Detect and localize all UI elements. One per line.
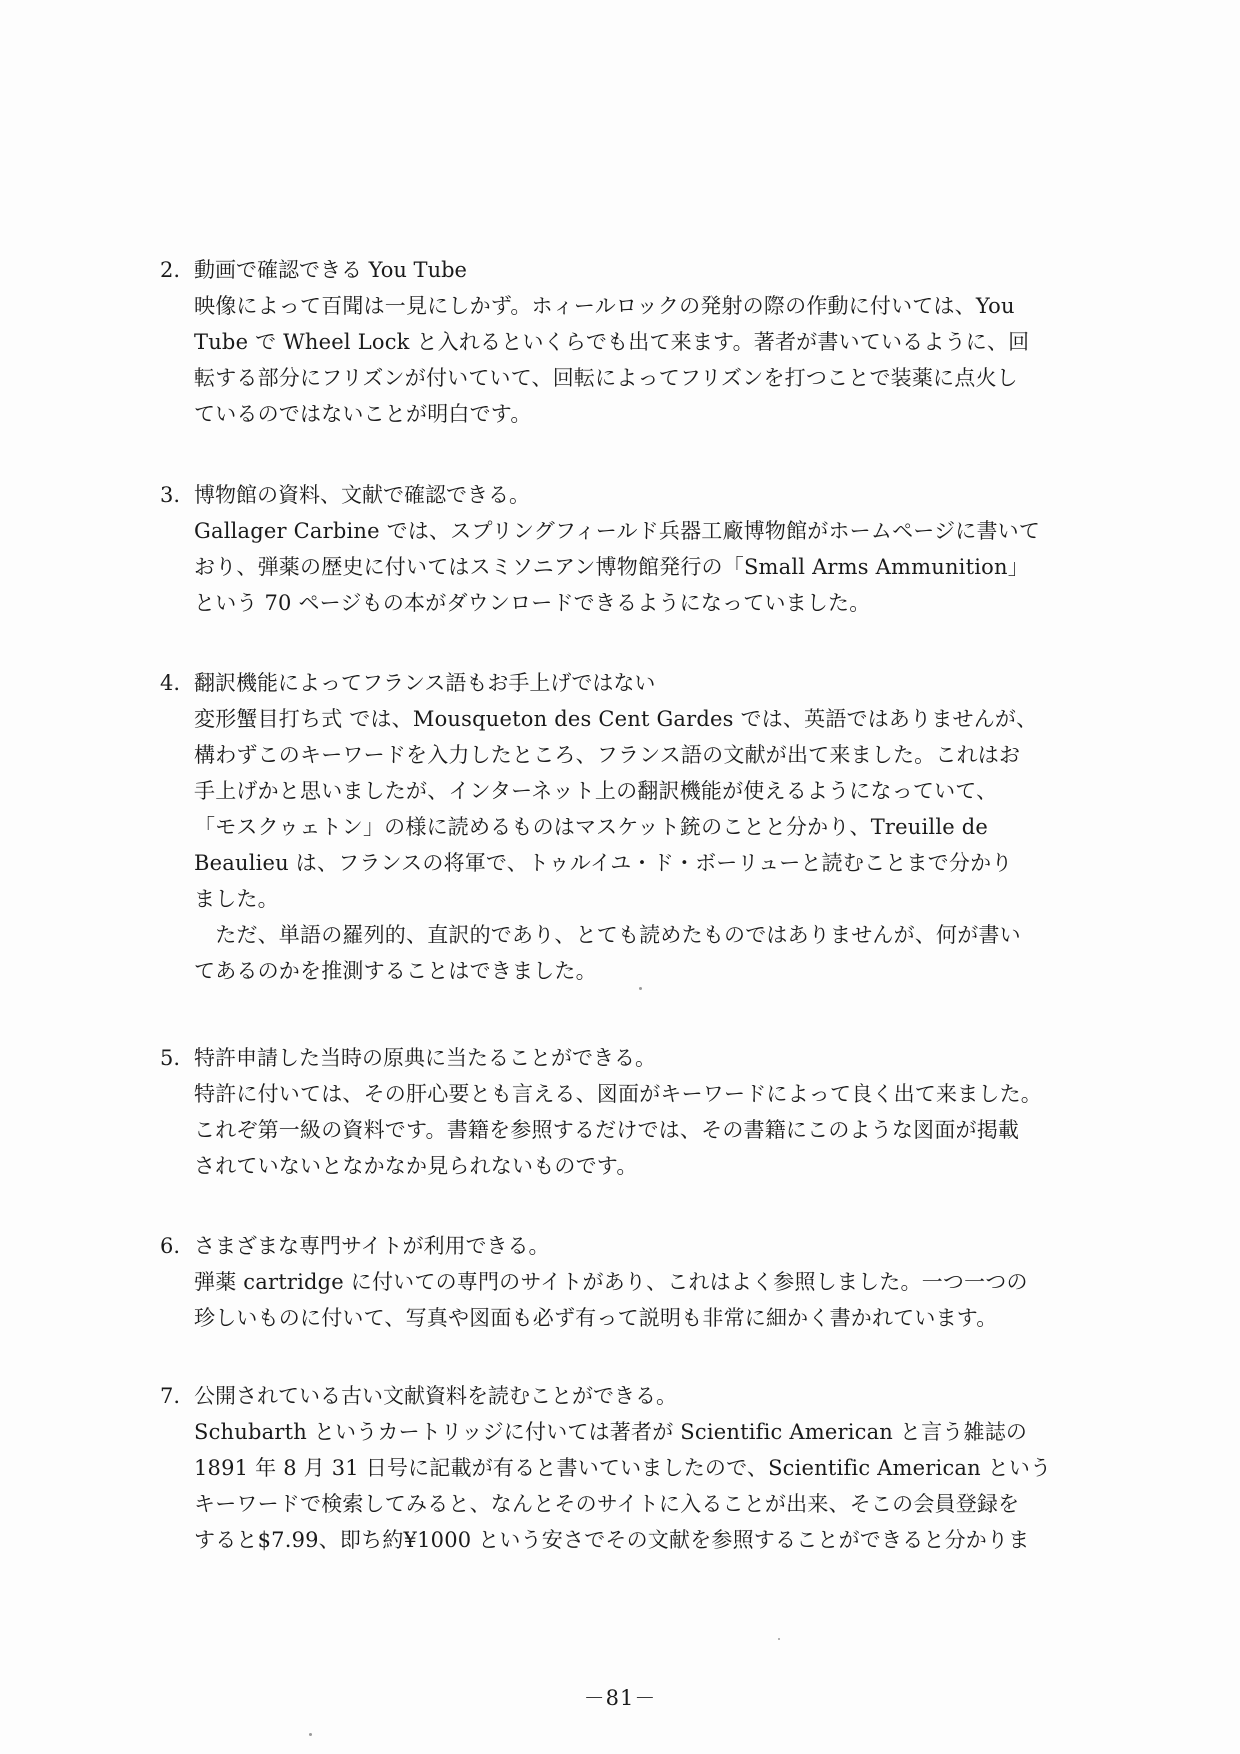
section-6	[160, 1228, 1065, 1336]
body-line: おり、弾薬の歴史に付いてはスミソニアン博物館発行の「Small Arms Ammunition」	[194, 555, 1029, 579]
section-body	[194, 1414, 1065, 1558]
scan-speck	[778, 1638, 780, 1640]
page-number: －81－	[583, 1686, 657, 1710]
section-title: さまざまな専門サイトが利用できる。	[194, 1234, 550, 1258]
body-line: これぞ第一級の資料です。書籍を参照するだけでは、その書籍にこのような図面が掲載	[194, 1118, 1020, 1142]
section-heading	[160, 665, 1065, 701]
section-number: 6.	[160, 1234, 181, 1258]
body-line: てあるのかを推測することはできました。	[194, 959, 597, 983]
section-heading	[160, 252, 1065, 288]
body-line: ただ、単語の羅列的、直訳的であり、とても読めたものではありませんが、何が書い	[194, 923, 1021, 947]
body-line: 珍しいものに付いて、写真や図面も必ず有って説明も非常に細かく書かれています。	[194, 1306, 998, 1330]
section-number: 5.	[160, 1046, 181, 1070]
section-heading	[160, 1040, 1065, 1076]
section-number: 7.	[160, 1384, 181, 1408]
body-line: 転する部分にフリズンが付いていて、回転によってフリズンを打つことで装薬に点火し	[194, 366, 1018, 390]
body-line: ているのではないことが明白です。	[194, 402, 532, 426]
body-line: 構わずこのキーワードを入力したところ、フランス語の文献が出て来ました。これはお	[194, 743, 1021, 767]
body-line: 1891 年 8 月 31 日号に記載が有ると書いていましたので、Scientific American という	[194, 1456, 1052, 1480]
section-body	[194, 1264, 1065, 1336]
section-body	[194, 701, 1065, 989]
body-line: すると$7.99、即ち約¥1000 という安さでその文献を参照することができると分かりま	[194, 1528, 1030, 1552]
body-line: 変形蟹目打ち式 では、Mousqueton des Cent Gardes では、英語ではありませんが、	[194, 707, 1038, 731]
section-body	[194, 513, 1065, 621]
section-4	[160, 665, 1065, 989]
body-line: キーワードで検索してみると、なんとそのサイトに入ることが出来、そこの会員登録を	[194, 1492, 1020, 1516]
section-7	[160, 1378, 1065, 1558]
body-line: 「モスクゥェトン」の様に読めるものはマスケット銃のことと分かり、Treuille de	[194, 815, 989, 839]
section-3	[160, 477, 1065, 621]
section-title: 特許申請した当時の原典に当たることができる。	[194, 1046, 656, 1070]
body-line: という 70 ページもの本がダウンロードできるようになっていました。	[194, 591, 871, 615]
body-line: Gallager Carbine では、スプリングフィールド兵器工廠博物館がホームページに書いて	[194, 519, 1041, 543]
body-line: 映像によって百聞は一見にしかず。ホィールロックの発射の際の作動に付いては、You	[194, 294, 1015, 318]
section-title: 翻訳機能によってフランス語もお手上げではない	[194, 671, 656, 695]
body-line: Beaulieu は、フランスの将軍で、トゥルイユ・ド・ボーリューと読むことまで分かり	[194, 851, 1013, 875]
section-body	[194, 1076, 1065, 1184]
section-heading	[160, 477, 1065, 513]
body-line: Schubarth というカートリッジに付いては著者が Scientific American と言う雑誌の	[194, 1420, 1028, 1444]
body-line: 手上げかと思いましたが、インターネット上の翻訳機能が使えるようになっていて、	[194, 779, 998, 803]
section-title: 博物館の資料、文献で確認できる。	[194, 483, 530, 507]
body-line: 弾薬 cartridge に付いての専門のサイトがあり、これはよく参照しました。一つ一つの	[194, 1270, 1028, 1294]
section-number: 4.	[160, 671, 181, 695]
section-heading	[160, 1228, 1065, 1264]
section-body	[194, 288, 1065, 432]
body-line: Tube で Wheel Lock と入れるといくらでも出て来ます。著者が書いているように、回	[194, 330, 1030, 354]
body-line: されていないとなかなか見られないものです。	[194, 1154, 638, 1178]
section-number: 3.	[160, 483, 181, 507]
body-line: 特許に付いては、その肝心要とも言える、図面がキーワードによって良く出て来ました。	[194, 1082, 1042, 1106]
section-title: 公開されている古い文献資料を読むことができる。	[194, 1384, 677, 1408]
body-line: ました。	[194, 887, 279, 911]
section-number: 2.	[160, 258, 181, 282]
scan-speck	[639, 987, 642, 990]
scan-speck	[309, 1733, 312, 1736]
section-title: 動画で確認できる You Tube	[194, 258, 467, 282]
section-heading	[160, 1378, 1065, 1414]
section-5	[160, 1040, 1065, 1184]
section-2	[160, 252, 1065, 432]
